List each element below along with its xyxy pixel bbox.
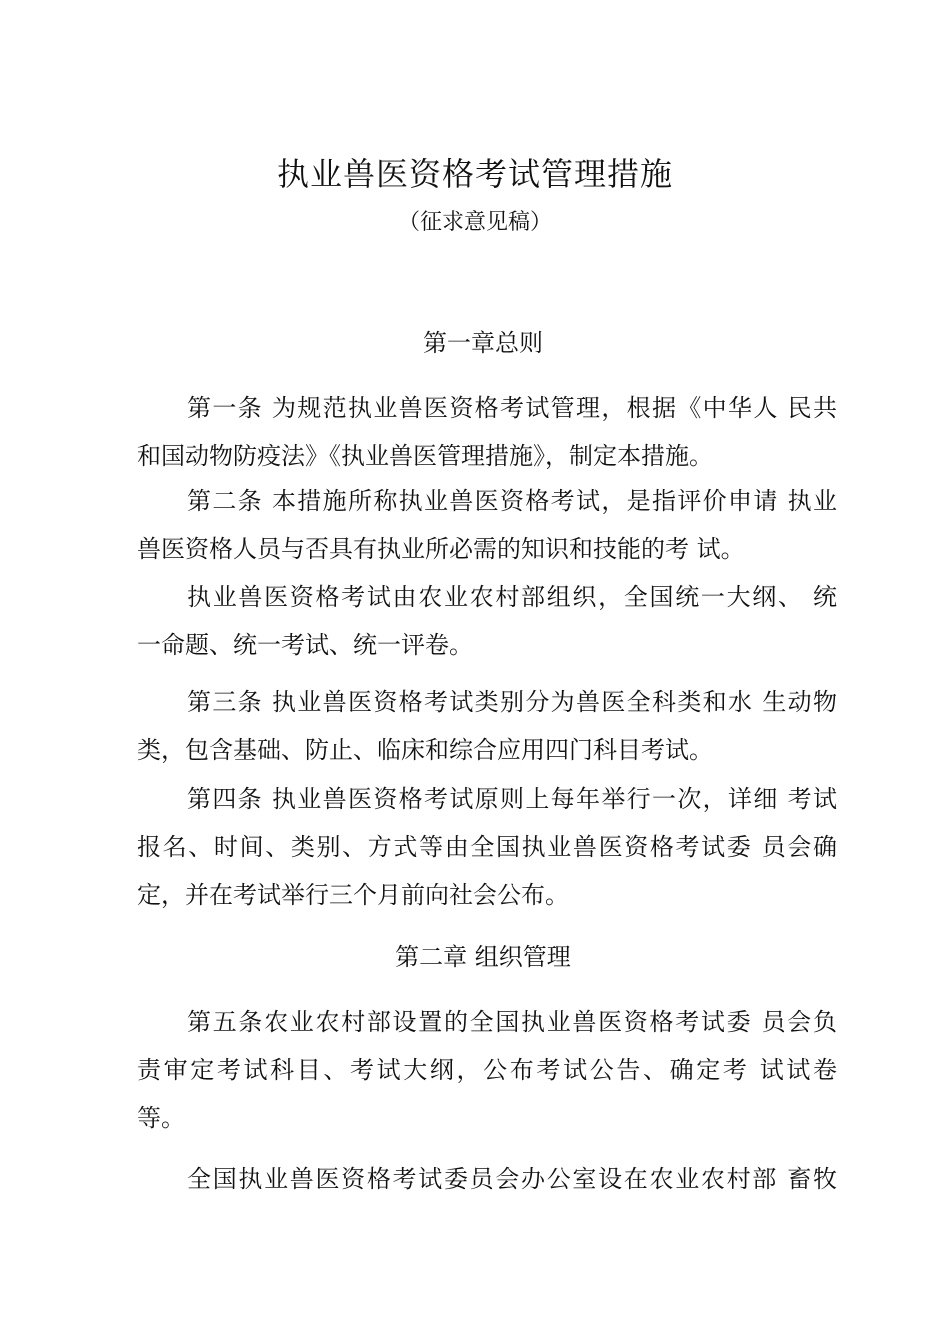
paragraph-line: 和国动物防疫法》《执业兽医管理措施》，制定本措施。: [137, 442, 713, 470]
paragraph-line: 定，并在考试举行三个月前向社会公布。: [137, 881, 569, 909]
article-3-paragraph: [137, 678, 837, 774]
article-5-continued-paragraph: [137, 1155, 837, 1203]
paragraph-line: 第一条 为规范执业兽医资格考试管理，根据《中华人 民共: [187, 394, 837, 422]
document-title: 执业兽医资格考试管理措施: [276, 155, 673, 193]
paragraph-line: 第三条 执业兽医资格考试类别分为兽医全科类和水 生动物: [187, 688, 837, 716]
paragraph-line: 一命题、统一考试、统一评卷。: [137, 631, 473, 659]
paragraph-line: 第五条农业农村部设置的全国执业兽医资格考试委 员会负: [187, 1008, 837, 1036]
article-2-continued-paragraph: [137, 573, 837, 669]
paragraph-line: 报名、时间、类别、方式等由全国执业兽医资格考试委 员会确: [137, 833, 837, 861]
paragraph-line: 执业兽医资格考试由农业农村部组织，全国统一大纲、 统: [187, 583, 837, 611]
chapter-heading-2: 第二章 组织管理: [395, 943, 571, 971]
paragraph-line: 第二条 本措施所称执业兽医资格考试，是指评价申请 执业: [187, 487, 837, 515]
paragraph-line: 全国执业兽医资格考试委员会办公室设在农业农村部 畜牧: [187, 1165, 837, 1193]
paragraph-line: 等。: [137, 1104, 185, 1132]
paragraph-line: 兽医资格人员与否具有执业所必需的知识和技能的考 试。: [137, 535, 745, 563]
chapter-heading-1: 第一章总则: [423, 329, 543, 357]
document-subtitle: （征求意见稿）: [397, 210, 552, 235]
article-4-paragraph: [137, 775, 837, 919]
article-2-paragraph: [137, 477, 837, 573]
article-5-paragraph: [137, 998, 837, 1142]
article-1-paragraph: [137, 384, 837, 480]
paragraph-line: 第四条 执业兽医资格考试原则上每年举行一次，详细 考试: [187, 785, 837, 813]
paragraph-line: 类，包含基础、防止、临床和综合应用四门科目考试。: [137, 736, 713, 764]
paragraph-line: 责审定考试科目、考试大纲，公布考试公告、确定考 试试卷: [137, 1056, 837, 1084]
